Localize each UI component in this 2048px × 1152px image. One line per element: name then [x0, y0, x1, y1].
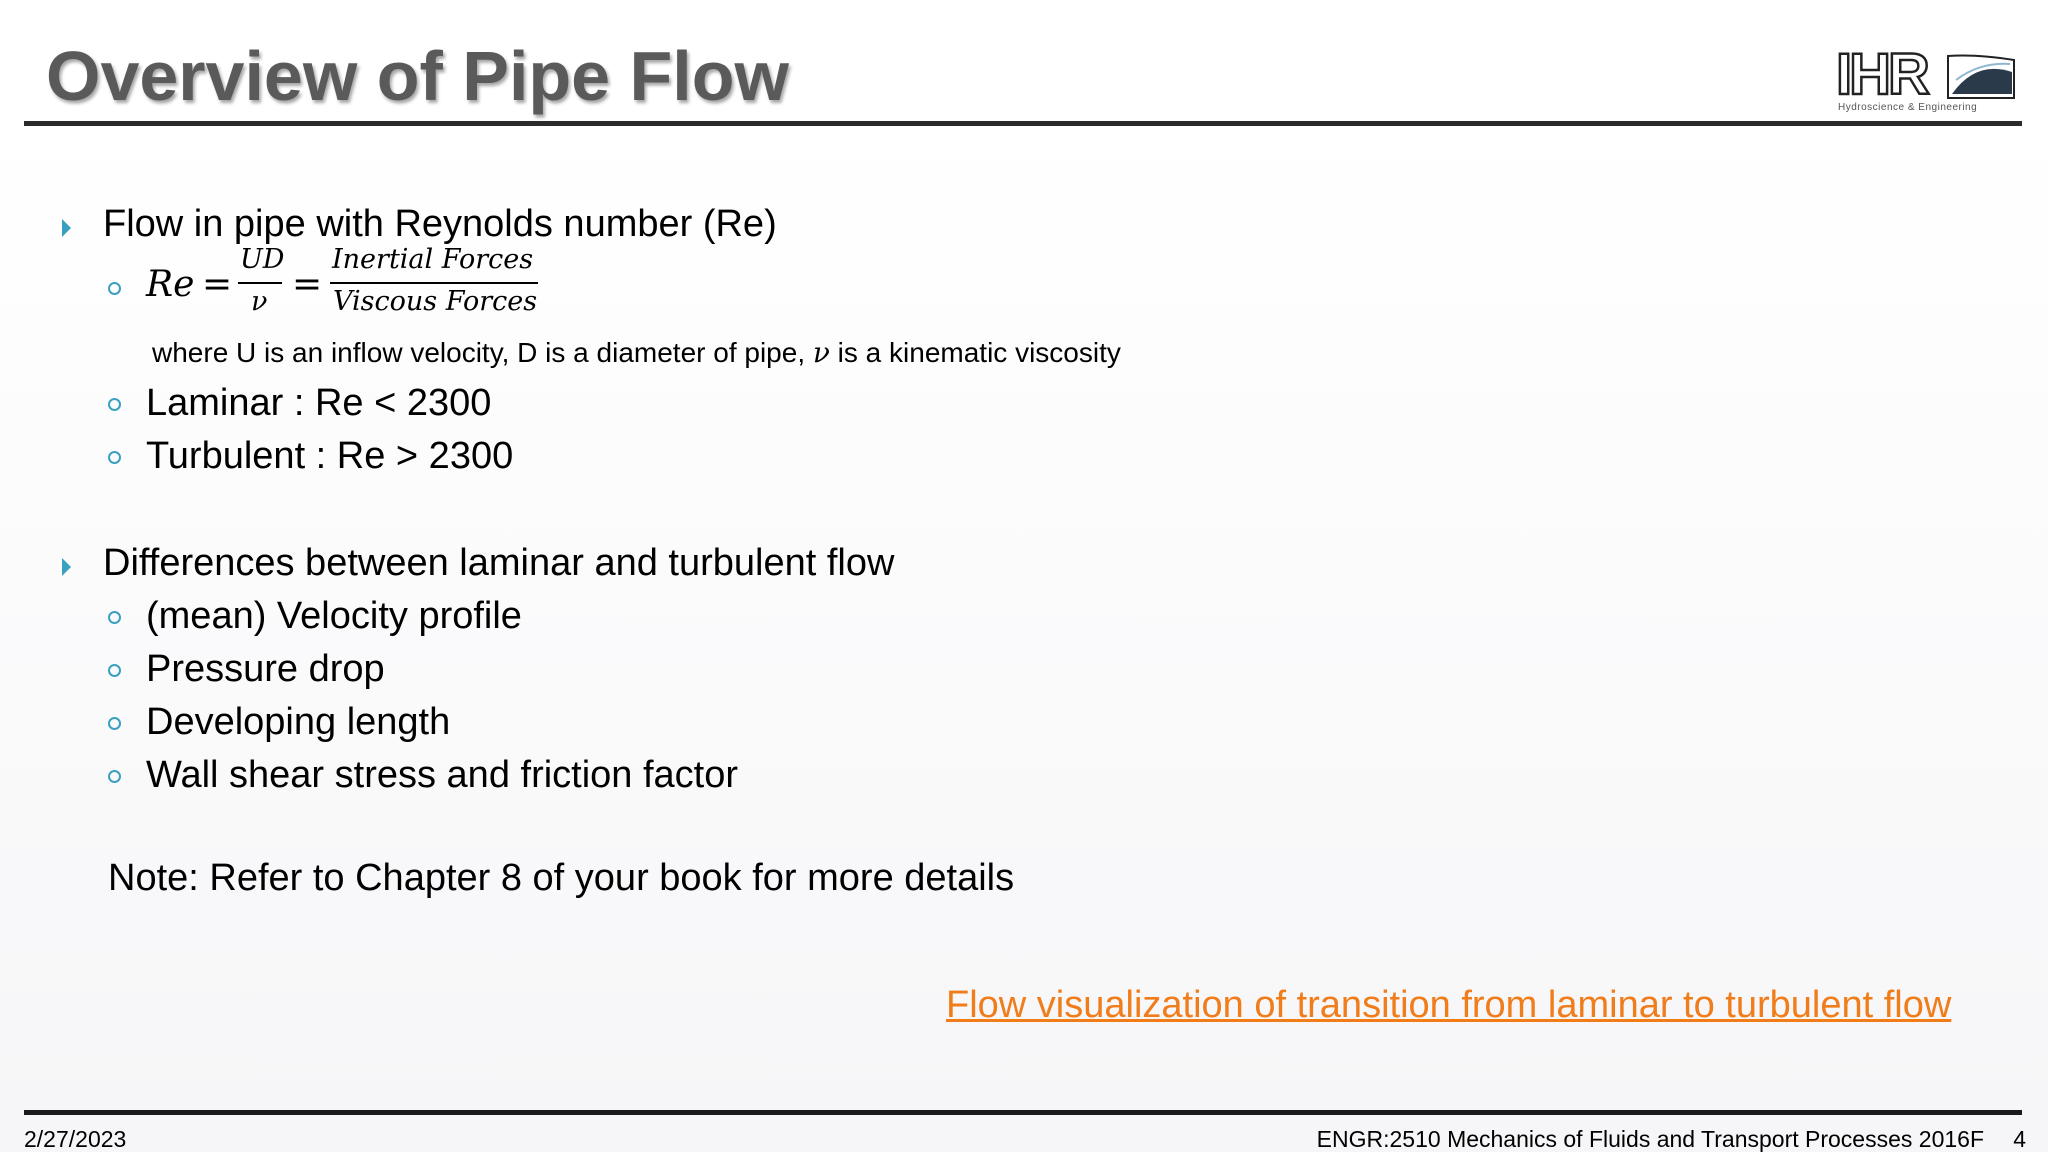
- footer-date: 2/27/2023: [24, 1126, 127, 1152]
- footer-divider: [24, 1110, 2022, 1115]
- note-text: Note: Refer to Chapter 8 of your book for more details: [108, 857, 1015, 899]
- flow-visualization-link[interactable]: Flow visualization of transition from laminar to turbulent flow: [946, 984, 1952, 1026]
- list-item-laminar: Laminar : Re < 2300: [146, 382, 492, 424]
- formula-denominator-1: ν: [251, 286, 268, 317]
- explanation-nu: ν: [812, 336, 830, 369]
- footer-course: ENGR:2510 Mechanics of Fluids and Transport Processes 2016F: [1316, 1126, 1984, 1152]
- formula-denominator-2: Viscous Forces: [333, 286, 538, 317]
- formula-numerator-1: UD: [240, 244, 285, 275]
- formula-lhs: Re: [146, 264, 195, 305]
- page-number: 4: [2013, 1126, 2026, 1152]
- explanation-text-post: is a kinematic viscosity: [829, 337, 1121, 368]
- fraction-bar-2: [330, 282, 538, 284]
- list-item: Developing length: [146, 701, 451, 743]
- bullet-circle-icon: [108, 398, 121, 411]
- formula-numerator-2: Inertial Forces: [332, 244, 534, 275]
- bullet-circle-icon: [108, 611, 121, 624]
- logo-wave-icon: [1946, 50, 2016, 100]
- slide-title: Overview of Pipe Flow: [46, 37, 789, 115]
- section-heading-differences: Differences between laminar and turbulent flow: [103, 542, 895, 584]
- formula-equals-2: =: [292, 264, 323, 305]
- bullet-arrow-icon: [62, 558, 71, 576]
- formula-explanation: [152, 336, 1121, 369]
- explanation-text-pre: where U is an inflow velocity, D is a diameter of pipe,: [152, 337, 813, 368]
- section-heading-reynolds: Flow in pipe with Reynolds number (Re): [103, 203, 777, 245]
- bullet-circle-icon: [108, 717, 121, 730]
- list-item: (mean) Velocity profile: [146, 595, 522, 637]
- bullet-circle-icon: [108, 664, 121, 677]
- bullet-circle-icon: [108, 451, 121, 464]
- fraction-bar-1: [238, 282, 282, 284]
- logo-wordmark: IHR: [1836, 42, 1927, 107]
- bullet-arrow-icon: [62, 219, 71, 237]
- formula-equals-1: =: [202, 264, 233, 305]
- bullet-circle-icon: [108, 770, 121, 783]
- bullet-circle-icon: [108, 282, 121, 295]
- list-item: Wall shear stress and friction factor: [146, 754, 739, 796]
- list-item-turbulent: Turbulent : Re > 2300: [146, 435, 514, 477]
- title-divider: [24, 121, 2022, 126]
- ihr-logo: [1836, 42, 2016, 118]
- list-item: Pressure drop: [146, 648, 385, 690]
- logo-subtitle: Hydroscience & Engineering: [1838, 102, 1978, 113]
